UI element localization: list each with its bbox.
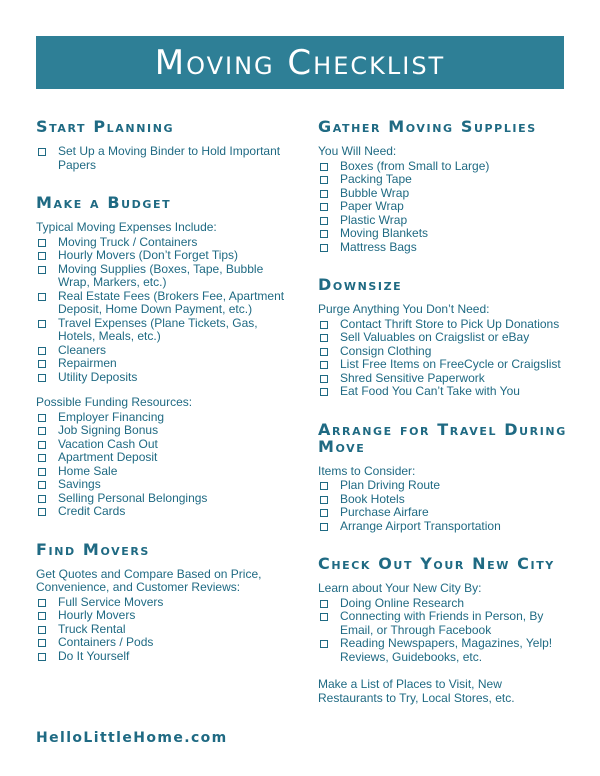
checkbox-icon[interactable] [320,217,328,225]
checklist-item-label: Connecting with Friends in Person, By Email, or Through Facebook [340,609,544,637]
checklist-item-label: Plastic Wrap [340,212,408,227]
checklist-item [36,236,298,250]
checklist-item [36,650,298,664]
checklist-item [36,145,298,172]
checklist [36,145,298,172]
checklist-item [318,200,568,214]
section-heading: Arrange for Travel During Move [318,419,567,456]
section-heading: Make a Budget [36,193,172,212]
checklist-item-label: Paper Wrap [340,199,404,213]
checklist-item [318,520,568,534]
checkbox-icon[interactable] [38,454,46,462]
section-arrange-travel [318,421,568,534]
checklist-item-label: Contact Thrift Store to Pick Up Donations [340,316,560,331]
checklist-item-label: Utility Deposits [58,369,138,384]
checklist-item [318,637,568,664]
checklist-item-label: List Free Items on FreeCycle or Craigslist [340,357,561,371]
checklist-item-label: Consign Clothing [340,343,432,358]
page-title: Moving Checklist [36,36,564,89]
checklist-item [36,492,298,506]
checklist [36,596,298,664]
checkbox-icon[interactable] [320,190,328,198]
checkbox-icon[interactable] [320,230,328,238]
checklist-item [318,227,568,241]
checklist [318,160,568,255]
checklist-item-label: Moving Blankets [340,226,429,240]
checkbox-icon[interactable] [38,639,46,647]
checklist-item-label: Vacation Cash Out [58,436,158,451]
section-note: Make a List of Places to Visit, New Restaurants to Try, Local Stores, etc. [318,677,515,705]
checklist-item-label: Moving Truck / Containers [58,234,198,249]
checklist-item-label: Purchase Airfare [340,505,429,519]
checkbox-icon[interactable] [38,626,46,634]
checkbox-icon[interactable] [38,374,46,382]
section-make-budget [36,194,298,519]
checklist-item-label: Credit Cards [58,504,126,518]
checklist-item [36,263,298,290]
section-heading: Start Planning [36,117,175,136]
checklist-item-label: Travel Expenses (Plane Tickets, Gas, Hotels, Meals, etc.) [58,315,258,343]
checklist-item-label: Home Sale [58,463,118,478]
section-gather-supplies [318,118,568,254]
checkbox-icon[interactable] [320,613,328,621]
section-start-planning [36,118,298,172]
checkbox-icon[interactable] [38,239,46,247]
checklist-item [318,385,568,399]
checkbox-icon[interactable] [38,252,46,260]
site-url: HelloLittleHome.com [36,730,228,746]
checkbox-icon[interactable] [38,293,46,301]
checklist-item [318,160,568,174]
checklist-item [36,465,298,479]
checklist-item-label: Hourly Movers [58,608,136,622]
checkbox-icon[interactable] [320,375,328,383]
checklist [318,597,568,665]
checklist-item-label: Book Hotels [340,491,405,506]
section-intro: Purge Anything You Don’t Need: [318,302,490,316]
funding-group [36,396,298,519]
checkbox-icon[interactable] [320,361,328,369]
checklist-item [318,358,568,372]
checklist-item-label: Employer Financing [58,409,165,424]
section-intro: Learn about Your New City By: [318,581,482,595]
checklist-item-label: Cleaners [58,342,107,357]
checklist-item [36,249,298,263]
checklist-item [36,596,298,610]
checkbox-icon[interactable] [320,176,328,184]
checklist-item [318,506,568,520]
checkbox-icon[interactable] [320,600,328,608]
checklist-item [36,344,298,358]
section-heading: Gather Moving Supplies [318,117,537,136]
section-intro: You Will Need: [318,144,397,158]
section-heading: Find Movers [36,539,150,559]
checkbox-icon[interactable] [38,148,46,156]
checklist [36,411,298,519]
checklist-item [36,317,298,344]
checklist-item [318,173,568,187]
checkbox-icon[interactable] [320,509,328,517]
checkbox-icon[interactable] [320,334,328,342]
checklist-item-label: Arrange Airport Transportation [340,518,501,533]
checklist-item-label: Reading Newspapers, Magazines, Yelp! Reviews, Guidebooks, etc. [340,636,553,664]
right-column [318,118,568,727]
checkbox-icon[interactable] [38,653,46,661]
checklist-item-label: Sell Valuables on Craigslist or eBay [340,330,530,344]
checklist-item-label: Job Signing Bonus [58,423,159,437]
checkbox-icon[interactable] [38,612,46,620]
checkbox-icon[interactable] [320,640,328,648]
checklist-item-label: Real Estate Fees (Brokers Fee, Apartment Deposit, Home Down Payment, etc.) [58,288,285,316]
checkbox-icon[interactable] [320,348,328,356]
checklist-item [36,424,298,438]
checkbox-icon[interactable] [38,441,46,449]
section-heading: Downsize [318,275,403,294]
section-intro: Items to Consider: [318,463,416,478]
checklist-item [318,214,568,228]
checkbox-icon[interactable] [320,523,328,531]
checkbox-icon[interactable] [38,414,46,422]
section-downsize [318,276,568,399]
checklist-item-label: Savings [58,477,101,491]
checklist-item [36,451,298,465]
checkbox-icon[interactable] [320,321,328,329]
checklist-item [318,597,568,611]
section-heading: Check Out Your New City [318,554,555,573]
checklist-item-label: Selling Personal Belongings [58,490,208,505]
checklist-item [36,623,298,637]
checklist [318,318,568,399]
checklist-item [36,478,298,492]
checkbox-icon[interactable] [320,482,328,490]
checklist-item [318,318,568,332]
checkbox-icon[interactable] [38,427,46,435]
checklist-item-label: Boxes (from Small to Large) [340,158,490,173]
checkbox-icon[interactable] [320,388,328,396]
checklist-item-label: Doing Online Research [340,595,465,610]
checklist-item-label: Containers / Pods [58,635,154,649]
checklist-item [318,345,568,359]
checklist-item-label: Repairmen [58,356,117,370]
checklist-item [36,411,298,425]
checkbox-icon[interactable] [38,320,46,328]
checklist-item [318,331,568,345]
checkbox-icon[interactable] [38,468,46,476]
section-intro: Typical Moving Expenses Include: [36,220,217,234]
checklist-item-label: Mattress Bags [340,239,417,254]
checklist-item-label: Set Up a Moving Binder to Hold Important Papers [58,144,281,172]
checkbox-icon[interactable] [320,163,328,171]
checklist-item [36,505,298,519]
checklist-item-label: Full Service Movers [58,594,164,609]
checklist [36,236,298,385]
checklist-item-label: Truck Rental [58,621,126,636]
checkbox-icon[interactable] [320,244,328,252]
checklist-item-label: Packing Tape [340,172,412,186]
checklist-item [36,371,298,385]
checkbox-icon[interactable] [38,360,46,368]
checkbox-icon[interactable] [320,203,328,211]
checkbox-icon[interactable] [38,599,46,607]
checklist [318,479,568,533]
checklist-item [36,290,298,317]
checklist-item [318,479,568,493]
checklist-item [318,187,568,201]
checkbox-icon[interactable] [38,266,46,274]
checklist-item-label: Eat Food You Can’t Take with You [340,384,520,398]
checklist-item [318,372,568,386]
checkbox-icon[interactable] [38,347,46,355]
checklist-item-label: Do It Yourself [58,648,130,663]
section-find-movers [36,541,298,664]
checklist-item [36,609,298,623]
left-column [36,118,298,685]
checklist-item-label: Moving Supplies (Boxes, Tape, Bubble Wrap, Markers, etc.) [58,261,264,289]
checkbox-icon[interactable] [38,495,46,503]
checklist-item [318,610,568,637]
checklist-item [318,241,568,255]
checklist-item-label: Plan Driving Route [340,478,441,492]
section-new-city [318,555,568,705]
checklist-item-label: Apartment Deposit [58,450,158,464]
checklist-item [318,493,568,507]
checkbox-icon[interactable] [38,508,46,516]
checklist-item [36,357,298,371]
checklist-item-label: Hourly Movers (Don’t Forget Tips) [58,248,239,262]
checklist-item-label: Bubble Wrap [340,185,410,200]
checklist-item-label: Shred Sensitive Paperwork [340,370,485,385]
expenses-group [36,221,298,384]
checkbox-icon[interactable] [38,481,46,489]
checklist-item [36,438,298,452]
section-intro: Possible Funding Resources: [36,395,193,409]
checkbox-icon[interactable] [320,496,328,504]
checklist-item [36,636,298,650]
section-intro: Get Quotes and Compare Based on Price, Convenience, and Customer Reviews: [36,566,262,594]
